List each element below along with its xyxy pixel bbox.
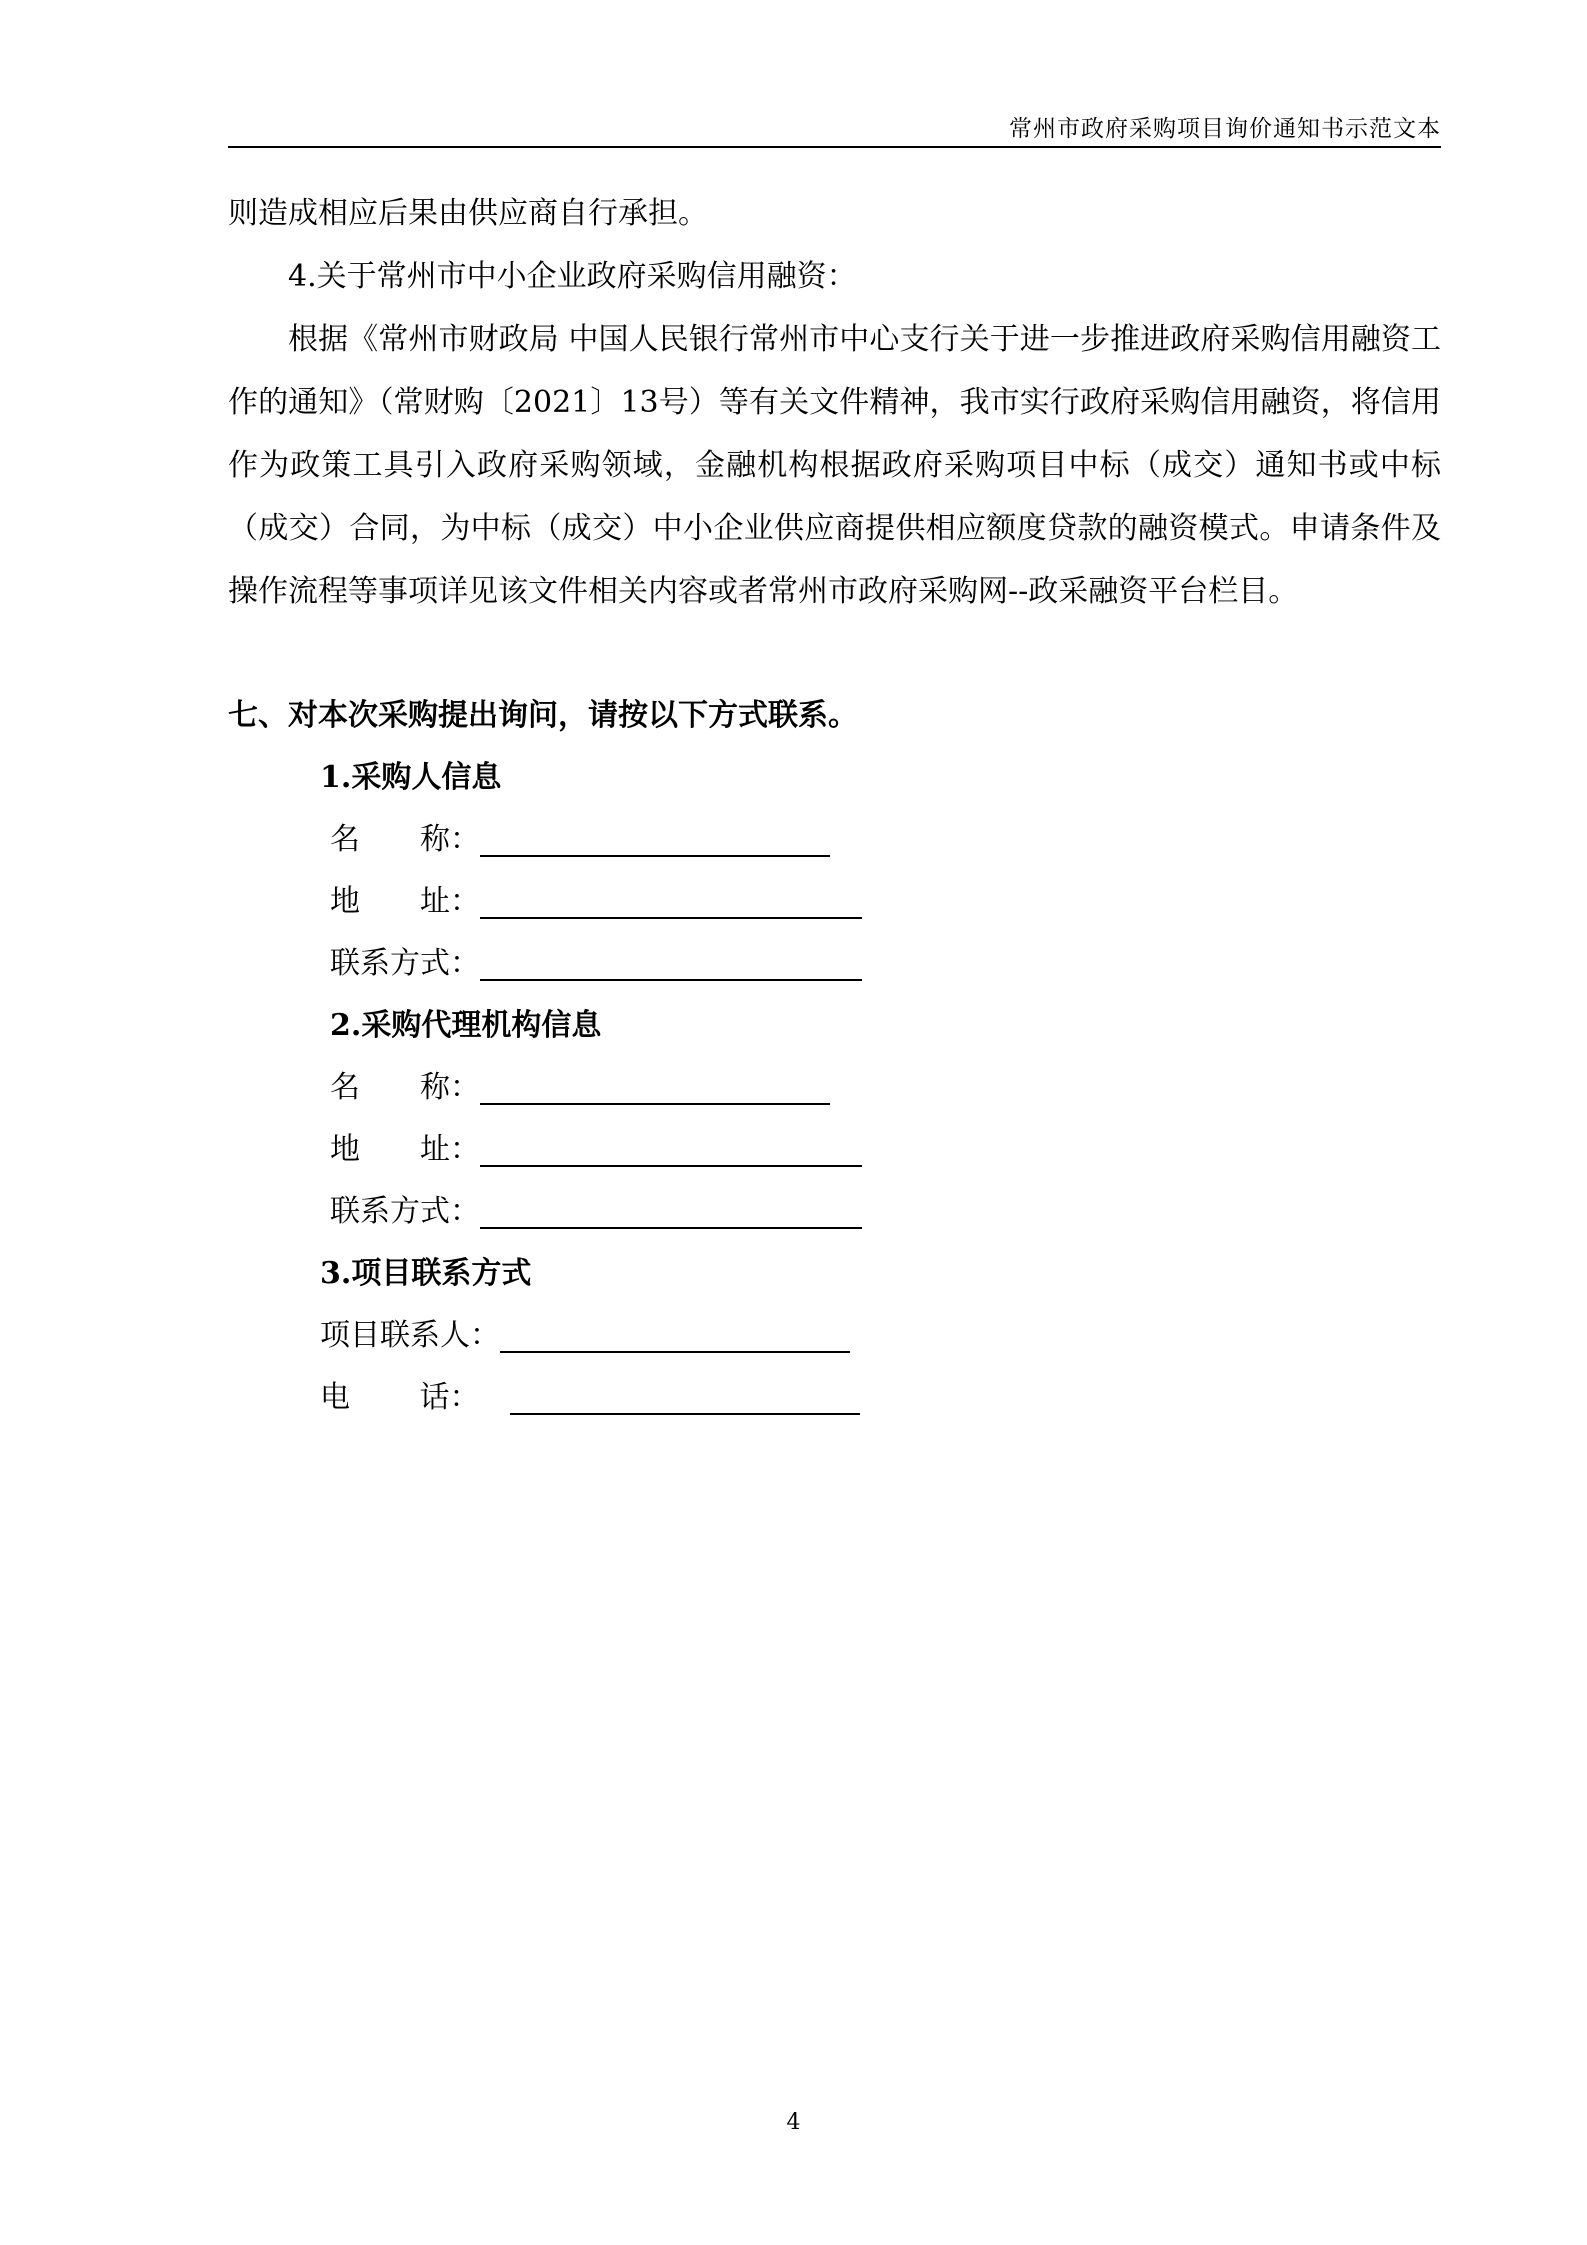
item4-body: 根据《常州市财政局 中国人民银行常州市中心支行关于进一步推进政府采购信用融资工作的通知》（常财购〔2021〕13号）等有关文件精神，我市实行政府采购信用融资，将信用作为政策工具引入政府采购领域，金融机构根据政府采购项目中标（成交）通知书或中标（成交）合同，为中标（成交）中小企业供应商提供相应额度贷款的融资模式。申请条件及操作流程等事项详见该文件相关内容或者常州市政府采购网--政采融资平台栏目。 (228, 322, 1441, 609)
project-phone-label: 电 话： (320, 1380, 480, 1415)
purchaser-fields (320, 809, 1441, 995)
purchaser-contact-row (330, 933, 1441, 995)
project-contact-fields (320, 1305, 1441, 1429)
agency-name-row (330, 1057, 1441, 1119)
purchaser-title: 1.采购人信息 (320, 760, 502, 795)
project-phone-row (320, 1367, 1441, 1429)
agency-name-label: 名 称： (330, 1070, 480, 1105)
purchaser-address-label: 地 址： (330, 884, 480, 919)
purchaser-contact-label: 联系方式： (330, 946, 480, 981)
agency-name-field[interactable] (480, 1081, 830, 1105)
agency-info (228, 995, 1441, 1243)
item4-title: 4.关于常州市中小企业政府采购信用融资： (288, 259, 857, 294)
project-phone-field[interactable] (510, 1391, 860, 1415)
agency-contact-field[interactable] (480, 1205, 862, 1229)
project-contact-info (228, 1243, 1441, 1429)
running-header: 常州市政府采购项目询价通知书示范文本 (1009, 116, 1441, 142)
continuation-paragraph: 则造成相应后果由供应商自行承担。 (228, 196, 708, 231)
agency-address-field[interactable] (480, 1143, 862, 1167)
agency-fields (330, 1057, 1441, 1243)
agency-title: 2.采购代理机构信息 (330, 1008, 602, 1043)
agency-contact-label: 联系方式： (330, 1194, 480, 1229)
agency-address-label: 地 址： (330, 1132, 480, 1167)
project-contact-title: 3.项目联系方式 (320, 1256, 532, 1291)
purchaser-info (228, 747, 1441, 995)
purchaser-name-label: 名 称： (330, 822, 480, 857)
page-number: 4 (786, 2110, 801, 2135)
purchaser-contact-field[interactable] (480, 957, 862, 981)
section7-title: 七、对本次采购提出询问，请按以下方式联系。 (228, 698, 858, 733)
purchaser-address-field[interactable] (480, 895, 862, 919)
project-person-row (320, 1305, 1441, 1367)
project-person-label: 项目联系人： (320, 1318, 500, 1353)
agency-address-row (330, 1119, 1441, 1181)
agency-contact-row (330, 1181, 1441, 1243)
project-person-field[interactable] (500, 1329, 850, 1353)
purchaser-address-row (330, 871, 1441, 933)
purchaser-name-row (330, 809, 1441, 871)
purchaser-name-field[interactable] (480, 833, 830, 857)
page-content (228, 182, 1441, 1429)
header-rule (228, 146, 1441, 148)
